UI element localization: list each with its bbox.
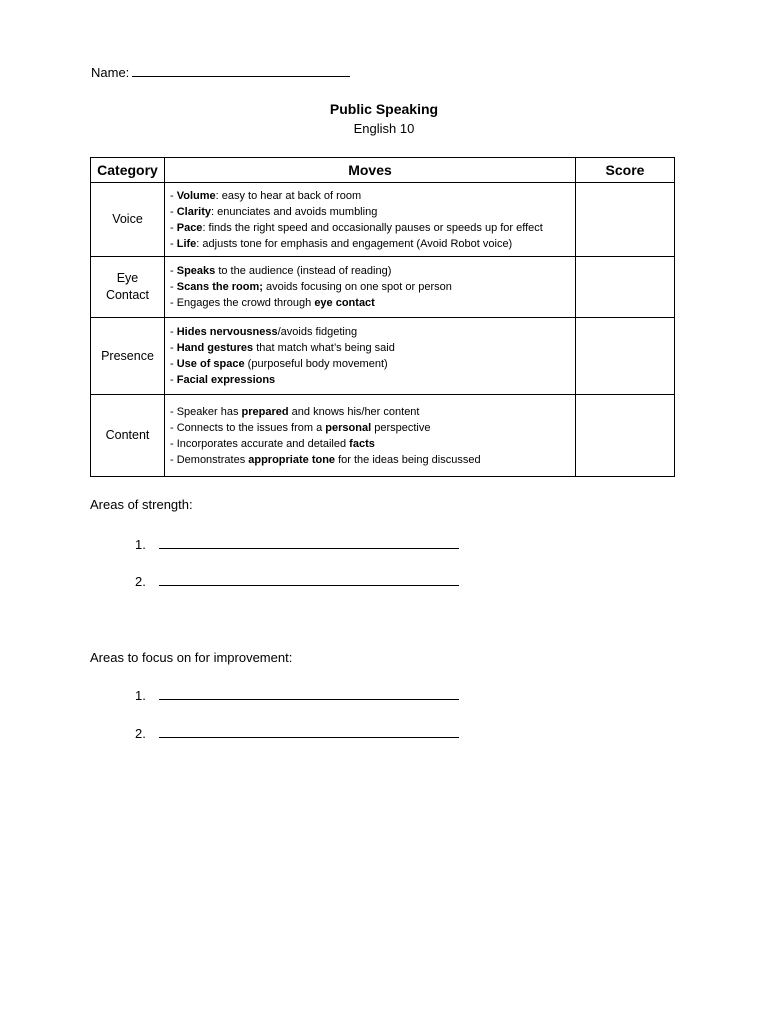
improvement-item-1	[135, 687, 459, 703]
move-text: -	[170, 205, 177, 218]
move-item	[170, 436, 570, 452]
move-text: -	[170, 237, 177, 250]
move-keyword: Volume	[176, 189, 216, 202]
score-cell[interactable]	[576, 395, 675, 477]
move-text: -	[170, 326, 177, 338]
move-item	[170, 404, 570, 420]
move-keyword: Facial expressions	[176, 374, 276, 386]
category-cell	[91, 183, 165, 257]
rubric-row-eye-contact	[91, 257, 675, 318]
improvement-blank-line[interactable]	[159, 725, 459, 738]
move-text: : enunciates and avoids mumbling	[210, 205, 378, 218]
category-cell	[91, 318, 165, 395]
move-text: -	[170, 221, 177, 234]
move-text: -	[170, 374, 177, 386]
move-keyword: personal	[325, 421, 372, 434]
page-subtitle: English 10	[353, 121, 415, 136]
move-keyword: Scans the room;	[176, 281, 263, 293]
name-blank-line[interactable]	[132, 64, 350, 77]
move-item	[170, 420, 570, 436]
move-keyword: Life	[176, 237, 197, 250]
moves-cell	[165, 318, 576, 395]
improvement-blank-line[interactable]	[159, 687, 459, 700]
score-cell[interactable]	[576, 257, 675, 318]
move-item	[170, 452, 570, 468]
move-keyword: Hides nervousness	[176, 326, 278, 338]
rubric-row-content	[91, 395, 675, 477]
rubric-header-row	[91, 158, 675, 183]
name-field	[91, 64, 350, 80]
move-text: -	[170, 342, 177, 354]
rubric-row-presence	[91, 318, 675, 395]
move-text: - Incorporates accurate and detailed	[170, 437, 350, 450]
category-label: Eye	[116, 271, 139, 285]
item-number: 1.	[135, 537, 146, 552]
improvement-label: Areas to focus on for improvement:	[90, 650, 293, 665]
rubric-body	[91, 183, 675, 477]
move-item	[170, 372, 570, 388]
move-keyword: Speaks	[176, 265, 216, 277]
category-label: Content	[105, 428, 150, 442]
strengths-label: Areas of strength:	[90, 497, 193, 512]
move-item	[170, 220, 570, 236]
name-label: Name:	[91, 65, 130, 80]
move-text: /avoids fidgeting	[277, 326, 358, 338]
header-category: Category	[91, 158, 165, 183]
move-item	[170, 295, 570, 311]
move-item	[170, 236, 570, 252]
strength-item-1	[135, 536, 459, 552]
move-keyword: Clarity	[176, 205, 211, 218]
move-text: -	[170, 265, 177, 277]
item-number: 2.	[135, 574, 146, 589]
move-item	[170, 204, 570, 220]
move-keyword: prepared	[241, 405, 289, 418]
move-item	[170, 263, 570, 279]
move-keyword: Hand gestures	[176, 342, 254, 354]
strength-item-2	[135, 573, 459, 589]
move-text: - Speaker has	[170, 405, 242, 418]
move-text: for the ideas being discussed	[335, 453, 481, 466]
moves-cell	[165, 183, 576, 257]
move-keyword: eye contact	[314, 297, 375, 309]
move-text: -	[170, 358, 177, 370]
move-text: to the audience (instead of reading)	[215, 265, 392, 277]
page-title: Public Speaking	[329, 101, 439, 117]
move-text: - Connects to the issues from a	[170, 421, 326, 434]
move-keyword: Pace	[176, 221, 203, 234]
category-label: Presence	[101, 348, 154, 363]
move-text: -	[170, 281, 177, 293]
item-number: 1.	[135, 688, 146, 703]
move-text: and knows his/her content	[288, 405, 420, 418]
category-label: Voice	[112, 212, 143, 226]
move-text: - Engages the crowd through	[170, 297, 315, 309]
move-item	[170, 279, 570, 295]
move-text: that match what’s being said	[253, 342, 395, 354]
move-text: avoids focusing on one spot or person	[262, 281, 452, 293]
move-item	[170, 188, 570, 204]
move-item	[170, 340, 570, 356]
score-cell[interactable]	[576, 183, 675, 257]
header-score: Score	[576, 158, 675, 183]
move-text: : adjusts tone for emphasis and engagement (Avoid Robot voice)	[196, 237, 513, 250]
move-text: perspective	[371, 421, 431, 434]
move-text: : easy to hear at back of room	[215, 189, 362, 202]
category-cell	[91, 395, 165, 477]
move-text: - Demonstrates	[170, 453, 249, 466]
item-number: 2.	[135, 726, 146, 741]
category-cell	[91, 257, 165, 318]
move-keyword: Use of space	[176, 358, 245, 370]
header-moves: Moves	[165, 158, 576, 183]
moves-cell	[165, 257, 576, 318]
improvement-item-2	[135, 725, 459, 741]
category-label: Contact	[105, 288, 150, 302]
rubric-table	[90, 157, 675, 477]
rubric-row-voice	[91, 183, 675, 257]
move-item	[170, 324, 570, 340]
move-keyword: appropriate tone	[248, 453, 336, 466]
strength-blank-line[interactable]	[159, 536, 459, 549]
move-text: -	[170, 189, 177, 202]
strength-blank-line[interactable]	[159, 573, 459, 586]
move-text: (purposeful body movement)	[244, 358, 388, 370]
move-item	[170, 356, 570, 372]
move-keyword: facts	[349, 437, 375, 450]
moves-cell	[165, 395, 576, 477]
move-text: : finds the right speed and occasionally pauses or speeds up for effect	[202, 221, 543, 234]
score-cell[interactable]	[576, 318, 675, 395]
